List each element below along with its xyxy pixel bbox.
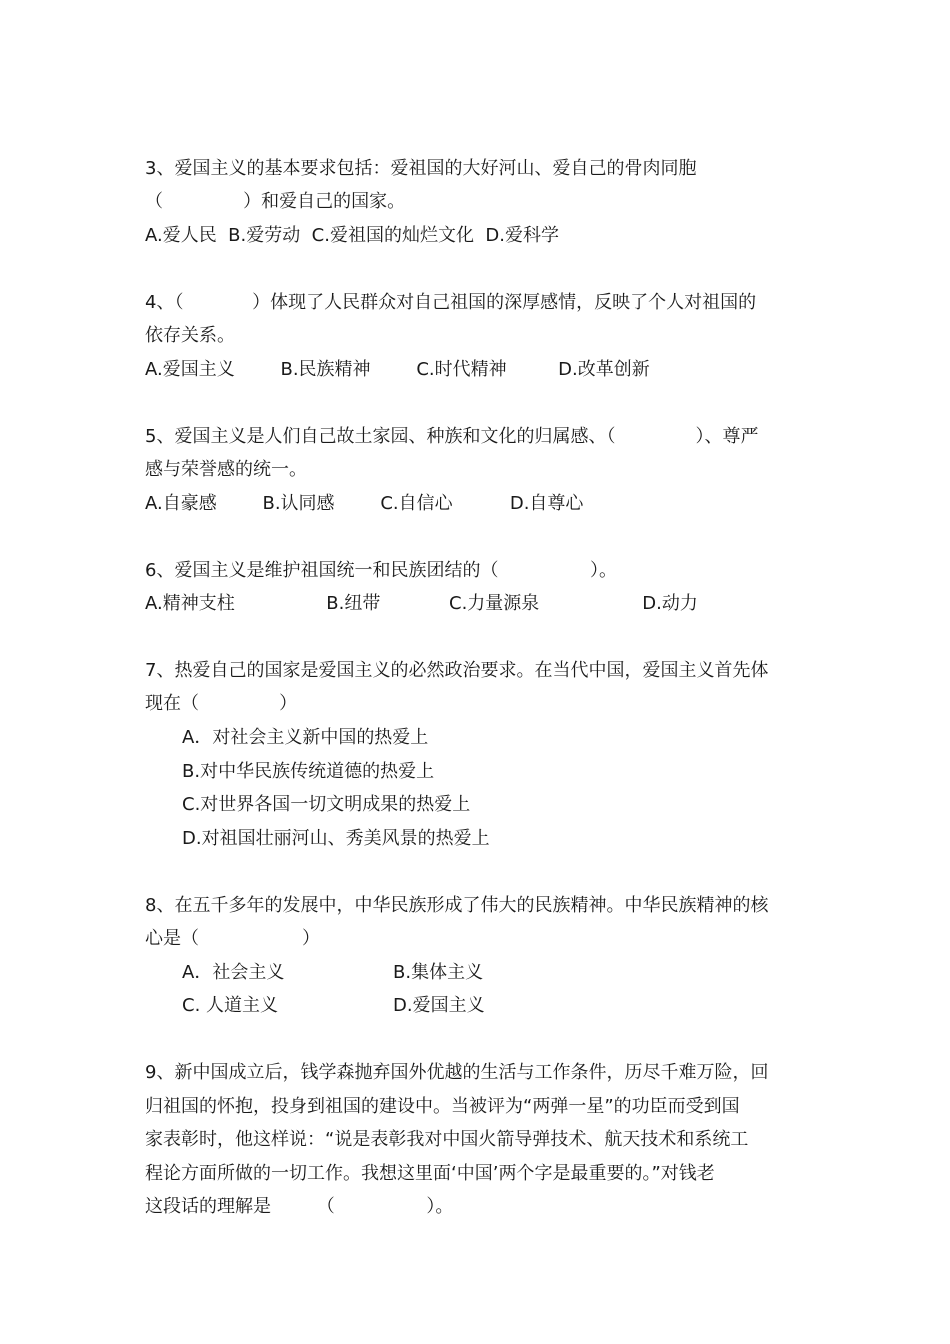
q7-option-b: B.对中华民族传统道德的热爱上 <box>182 761 435 782</box>
q7-option-a: A．对社会主义新中国的热爱上 <box>182 727 429 748</box>
q8-option-c: C. 人道主义 <box>182 995 279 1016</box>
q8-line-1: 8、在五千多年的发展中，中华民族形成了伟大的民族精神。中华民族精神的核 <box>145 895 769 916</box>
q4-options: A.爱国主义 B.民族精神 C.时代精神 D.改革创新 <box>145 359 650 380</box>
q9-line-5: 这段话的理解是 （ ）。 <box>145 1196 454 1217</box>
q4-line-2: 依存关系。 <box>145 325 235 346</box>
q4-line-1: 4、（ ）体现了人民群众对自己祖国的深厚感情，反映了个人对祖国的 <box>145 292 757 313</box>
q8-option-d: D.爱国主义 <box>393 995 485 1016</box>
q7-option-c: C.对世界各国一切文明成果的热爱上 <box>182 794 471 815</box>
q9-line-3: 家表彰时，他这样说：“说是表彰我对中国火箭导弹技术、航天技术和系统工 <box>145 1129 749 1150</box>
q3-options: A.爱人民 B.爱劳动 C.爱祖国的灿烂文化 D.爱科学 <box>145 225 559 246</box>
q5-line-1: 5、爱国主义是人们自己故土家园、种族和文化的归属感、（ ）、尊严 <box>145 426 759 447</box>
q8-line-2: 心是（ ） <box>145 928 320 949</box>
q7-line-2: 现在（ ） <box>145 693 298 714</box>
q8-option-a: A．社会主义 <box>182 962 285 983</box>
q8-option-b: B.集体主义 <box>393 962 484 983</box>
q6-options: A.精神支柱 B.纽带 C.力量源泉 D.动力 <box>145 593 698 614</box>
q9-line-2: 归祖国的怀抱，投身到祖国的建设中。当被评为“两弹一星”的功臣而受到国 <box>145 1096 740 1117</box>
q9-line-4: 程论方面所做的一切工作。我想这里面‘中国’两个字是最重要的。”对钱老 <box>145 1163 715 1184</box>
q3-line-1: 3、爱国主义的基本要求包括：爱祖国的大好河山、爱自己的骨肉同胞 <box>145 158 697 179</box>
q5-line-2: 感与荣誉感的统一。 <box>145 459 307 480</box>
q6-line-1: 6、爱国主义是维护祖国统一和民族团结的（ ）。 <box>145 560 617 581</box>
q9-line-1: 9、新中国成立后，钱学森抛弃国外优越的生活与工作条件，历尽千难万险，回 <box>145 1062 769 1083</box>
q5-options: A.自豪感 B.认同感 C.自信心 D.自尊心 <box>145 493 584 514</box>
q3-line-2: （ ）和爱自己的国家。 <box>145 191 406 212</box>
q7-line-1: 7、热爱自己的国家是爱国主义的必然政治要求。在当代中国，爱国主义首先体 <box>145 660 769 681</box>
q7-option-d: D.对祖国壮丽河山、秀美风景的热爱上 <box>182 828 490 849</box>
